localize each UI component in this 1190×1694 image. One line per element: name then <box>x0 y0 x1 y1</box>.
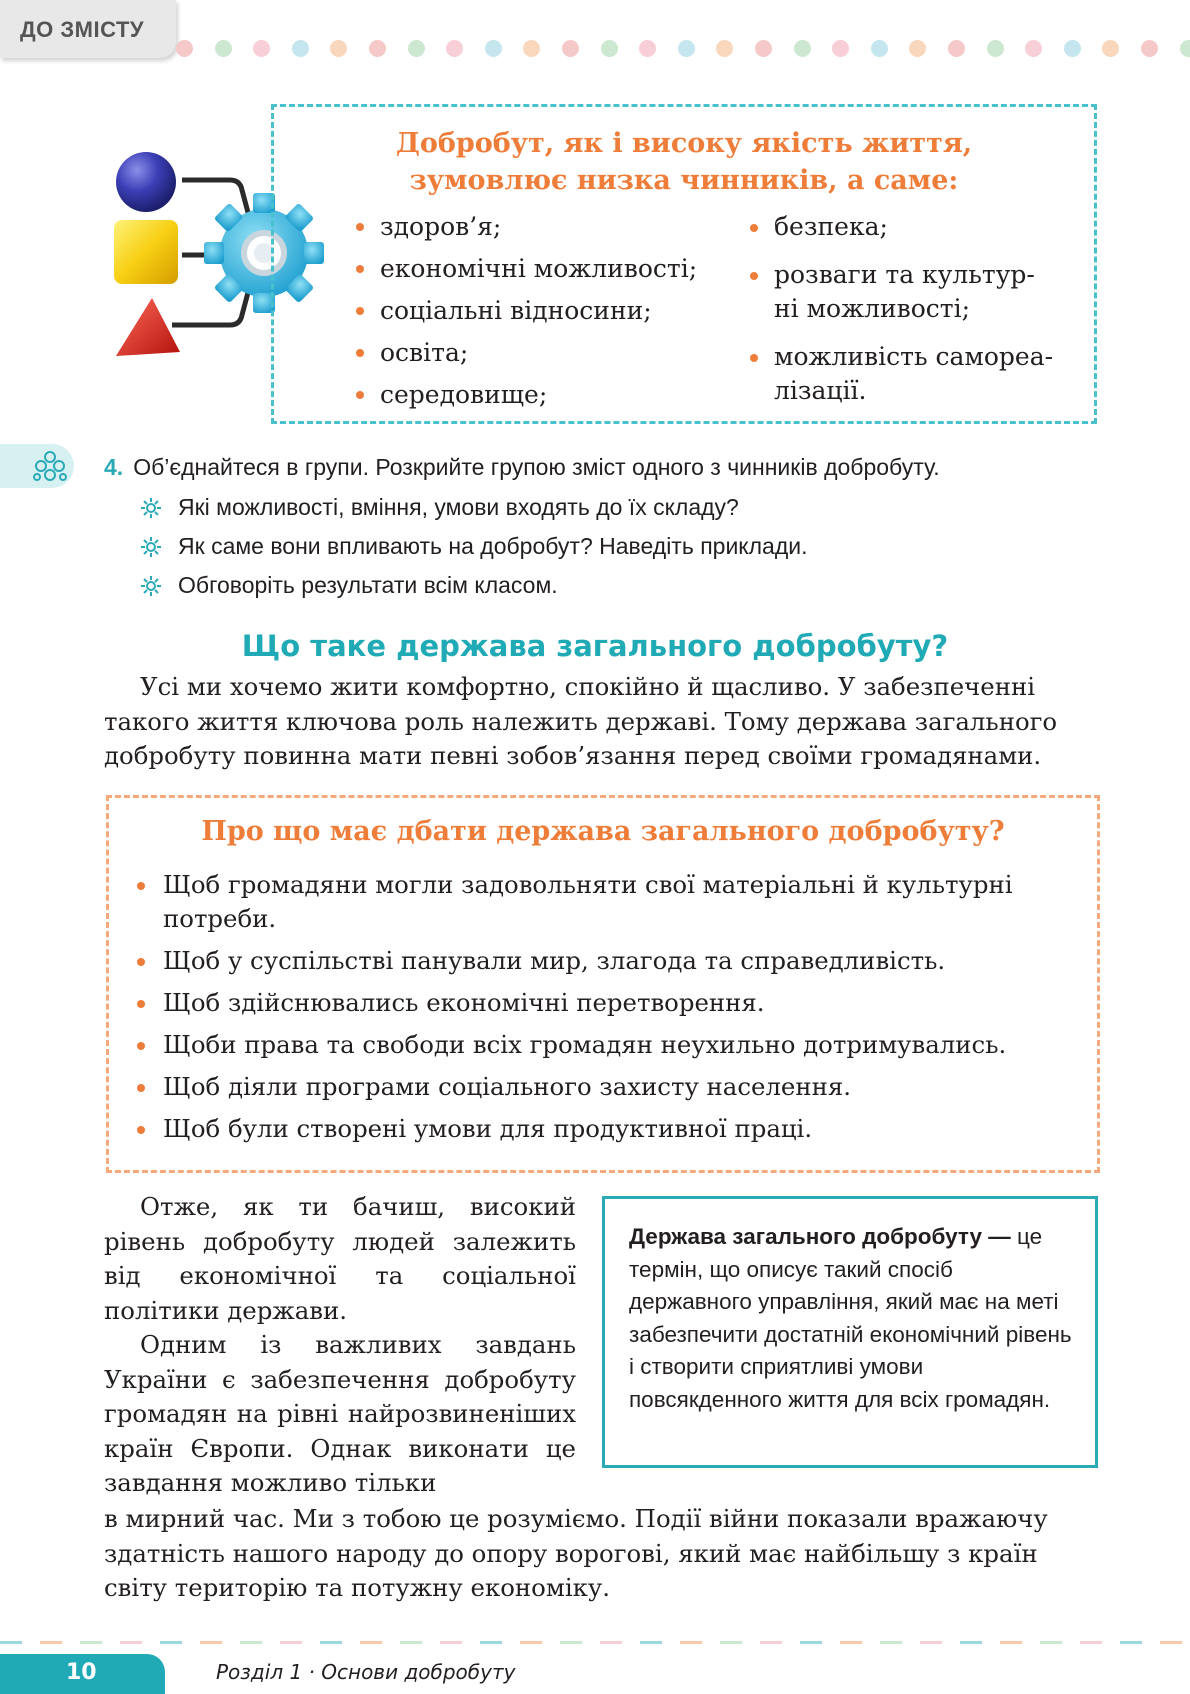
decorative-dash <box>640 1641 662 1644</box>
list-item: Щоби права та свободи всіх громадян неухильно дотримувались. <box>129 1028 1084 1062</box>
decorative-dot <box>292 40 309 57</box>
decorative-dash <box>880 1641 902 1644</box>
decorative-dash <box>440 1641 462 1644</box>
decorative-dash <box>160 1641 182 1644</box>
group-work-tab <box>0 444 74 488</box>
decorative-dash <box>40 1641 62 1644</box>
decorative-dash <box>560 1641 582 1644</box>
list-item: Щоб громадяни могли задовольняти свої матеріальні й культурні потреби. <box>129 868 1084 936</box>
decorative-dot <box>832 40 849 57</box>
sun-bullet-icon <box>140 575 162 597</box>
task-4 <box>104 452 940 482</box>
decorative-dash <box>520 1641 542 1644</box>
duties-box <box>106 795 1100 1173</box>
task-number: 4. <box>104 454 124 480</box>
decorative-dash <box>680 1641 702 1644</box>
task-subitem: Які можливості, вміння, умови входять до їх складу? <box>140 492 739 522</box>
decorative-dot <box>253 40 270 57</box>
decorative-dot <box>408 40 425 57</box>
list-item: соціальні відносини; <box>350 290 740 332</box>
list-item: можливість самореа- лізації. <box>744 340 1084 408</box>
factors-list-right <box>744 210 1084 422</box>
list-item: Щоб здійснювались економічні перетворення. <box>129 986 1084 1020</box>
factors-box-title: Добробут, як і високу якість життя, зумовлює низка чинників, а саме: <box>395 128 973 196</box>
decorative-dot <box>215 40 232 57</box>
decorative-dot <box>871 40 888 57</box>
decorative-dash <box>1000 1641 1022 1644</box>
task-text: Об’єднайтеся в групи. Розкрийте групою зміст одного з чинників добробуту. <box>133 454 940 480</box>
list-item: розваги та культур- ні можливості; <box>744 258 1084 326</box>
decorative-dot <box>1180 40 1190 57</box>
list-item: здоров’я; <box>350 206 740 248</box>
decorative-dash <box>720 1641 742 1644</box>
decorative-dash <box>920 1641 942 1644</box>
decorative-dot <box>1141 40 1158 57</box>
intro-paragraph: Усі ми хочемо жити комфортно, спокійно й щасливо. У забезпеченні такого життя ключова роль належить державі. Тому держава загального добробуту повинна мати певні зобов’язання перед своїми громадянами. <box>104 672 1058 770</box>
decorative-dot <box>601 40 618 57</box>
factors-box <box>271 104 1097 424</box>
decorative-dash <box>360 1641 382 1644</box>
decorative-dot <box>678 40 695 57</box>
decorative-dash <box>960 1641 982 1644</box>
body-paragraph: Одним із важливих завдань України є забезпечення добробуту громадян на рівні найрозвиненіших країн Європи. Однак виконати це завдання можливо тільки <box>104 1330 576 1497</box>
decorative-dot <box>987 40 1004 57</box>
list-item: економічні можливості; <box>350 248 740 290</box>
decorative-dash <box>1080 1641 1102 1644</box>
duties-box-title: Про що має дбати держава загального добробуту? <box>201 816 1005 847</box>
decorative-dash <box>760 1641 782 1644</box>
decorative-dot <box>1102 40 1119 57</box>
decorative-dash <box>200 1641 222 1644</box>
decorative-dash <box>320 1641 342 1644</box>
decorative-dot <box>485 40 502 57</box>
decorative-dot <box>330 40 347 57</box>
list-item: Щоб у суспільстві панували мир, злагода та справедливість. <box>129 944 1084 978</box>
decorative-dash <box>400 1641 422 1644</box>
decorative-dash <box>1040 1641 1062 1644</box>
list-item: безпека; <box>744 210 1084 244</box>
definition-text: це термін, що описує такий спосіб державного управління, який має на меті забезпечити достатній економічний рівень і створити сприятливі умови повсякденного життя для всіх громадян. <box>629 1224 1072 1412</box>
decorative-dash <box>840 1641 862 1644</box>
decorative-dot <box>948 40 965 57</box>
decorative-dot <box>794 40 811 57</box>
cluster-icon <box>32 450 68 482</box>
decorative-dot <box>446 40 463 57</box>
sun-bullet-icon <box>140 536 162 558</box>
decorative-dot <box>523 40 540 57</box>
toc-link[interactable]: ДО ЗМІСТУ <box>0 0 176 58</box>
section-heading: Що таке держава загального добробуту? <box>241 629 949 663</box>
decorative-dash <box>240 1641 262 1644</box>
decorative-dot <box>369 40 386 57</box>
task-subitem: Як саме вони впливають на добробут? Наведіть приклади. <box>140 531 808 561</box>
body-text-column <box>104 1190 576 1501</box>
decorative-dash <box>1120 1641 1142 1644</box>
body-paragraph: Отже, як ти бачиш, високий рівень добробуту людей залежить від економічної та соціальної політики держави. <box>104 1192 576 1325</box>
decorative-dots <box>176 40 1190 58</box>
closing-paragraph: в мирний час. Ми з тобою це розуміємо. Події війни показали вражаючу здатність нашого народу до опору ворогові, який має найбільшу з країн світу територію та потужну економіку. <box>104 1504 1048 1602</box>
list-item: Щоб були створені умови для продуктивної праці. <box>129 1112 1084 1146</box>
factors-list-left <box>350 206 740 416</box>
definition-box: Держава загального добробуту — це термін, що описує такий спосіб державного управління, який має на меті забезпечити достатній економічний рівень і створити сприятливі умови повсякденного життя для всіх громадян. <box>602 1196 1098 1468</box>
decorative-dot <box>562 40 579 57</box>
page-number: 10 <box>0 1654 165 1694</box>
decorative-dot <box>909 40 926 57</box>
decorative-dash <box>1160 1641 1182 1644</box>
decorative-dot <box>639 40 656 57</box>
list-item: освіта; <box>350 332 740 374</box>
footer-divider <box>0 1641 1190 1645</box>
decorative-dash <box>120 1641 142 1644</box>
decorative-dot <box>176 40 193 57</box>
decorative-dot <box>1025 40 1042 57</box>
decorative-dash <box>600 1641 622 1644</box>
decorative-dash <box>800 1641 822 1644</box>
duties-list <box>129 868 1084 1154</box>
decorative-dash <box>480 1641 502 1644</box>
list-item: середовище; <box>350 374 740 416</box>
decorative-dot <box>716 40 733 57</box>
task-subitem: Обговоріть результати всім класом. <box>140 570 558 600</box>
sun-bullet-icon <box>140 497 162 519</box>
decorative-dot <box>1064 40 1081 57</box>
decorative-dash <box>0 1641 22 1644</box>
decorative-dash <box>280 1641 302 1644</box>
decorative-dash <box>80 1641 102 1644</box>
decorative-dot <box>755 40 772 57</box>
definition-term: Держава загального добробуту <box>629 1224 983 1249</box>
list-item: Щоб діяли програми соціального захисту населення. <box>129 1070 1084 1104</box>
section-label: Розділ 1 · Основи добробуту <box>216 1660 516 1684</box>
